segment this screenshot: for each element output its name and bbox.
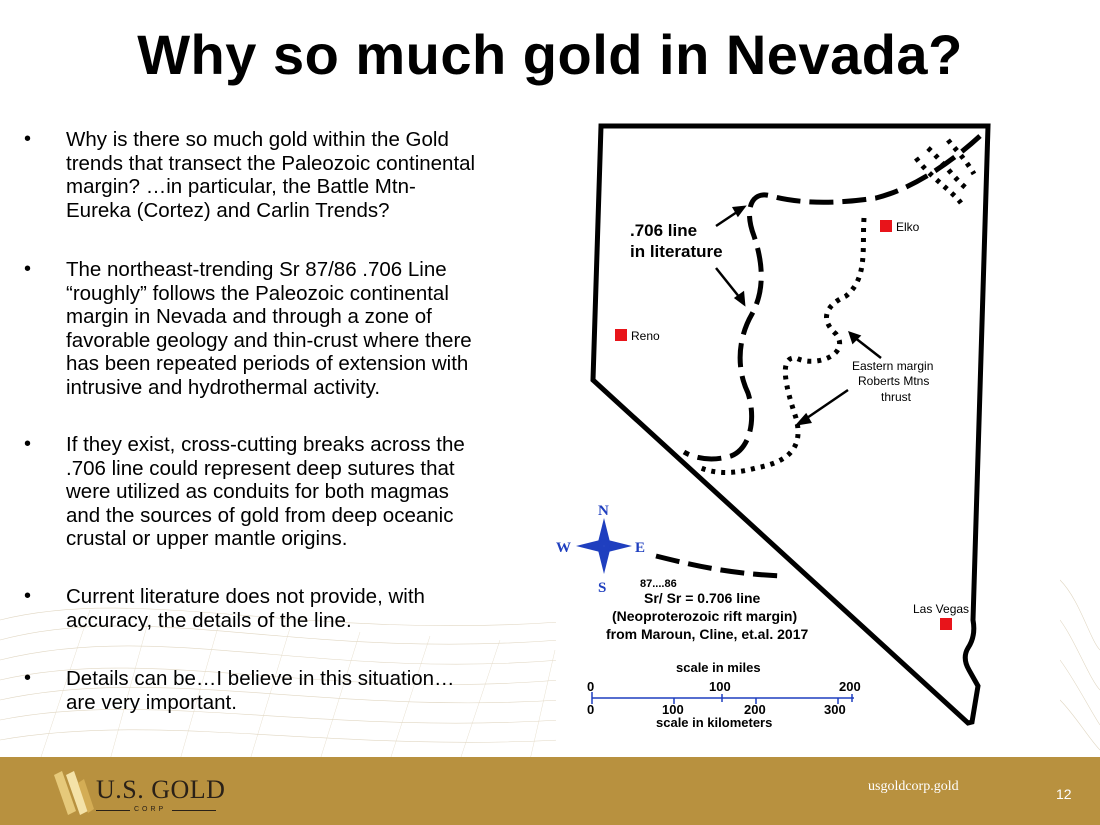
- legend-isotope-superscript: 87....86: [640, 578, 677, 590]
- bullet-line: margin in Nevada and through a zone of: [66, 305, 432, 328]
- bullet-glyph: •: [24, 585, 32, 607]
- city-marker-reno: [615, 329, 627, 341]
- bullet-line: intrusive and hydrothermal activity.: [66, 375, 381, 399]
- legend-line1: Sr/ Sr = 0.706 line: [644, 590, 761, 606]
- line-label-literature: in literature: [630, 242, 723, 261]
- company-corp: CORP: [134, 806, 167, 813]
- bullet-line: If they exist, cross-cutting breaks across the: [66, 433, 465, 456]
- bullet-line: .706 line could represent deep sutures that: [66, 456, 455, 480]
- scale-miles-tick-100: 100: [709, 679, 731, 694]
- bullet-glyph: •: [24, 433, 32, 455]
- bullet-glyph: •: [24, 667, 32, 689]
- compass-e: E: [635, 540, 646, 556]
- bullet-line: “roughly” follows the Paleozoic continental: [66, 281, 449, 305]
- thrust-label-line1: Eastern margin: [852, 359, 934, 373]
- thrust-label-line2: Roberts Mtns: [858, 374, 930, 388]
- legend-line2: (Neoproterozoic rift margin): [612, 608, 798, 624]
- bullet-line: accuracy, the details of the line.: [66, 608, 352, 632]
- company-logo: [52, 767, 232, 817]
- bullet-line: are very important.: [66, 690, 237, 714]
- slide-title: Why so much gold in Nevada?: [137, 23, 963, 86]
- line-label-706: .706 line: [630, 221, 698, 240]
- compass-s: S: [598, 580, 607, 596]
- bullet-line: trends that transect the Paleozoic continental: [66, 151, 476, 175]
- city-label-reno: Reno: [631, 329, 660, 343]
- compass-w: W: [556, 540, 571, 556]
- bullet-line: Why is there so much gold within the Gold: [66, 128, 449, 151]
- scale-miles-title: scale in miles: [676, 660, 761, 675]
- scale-km-tick-200: 200: [744, 702, 766, 717]
- city-label-las-vegas: Las Vegas: [913, 602, 970, 616]
- city-label-elko: Elko: [896, 220, 920, 234]
- scale-km-tick-100: 100: [662, 702, 684, 717]
- logo-rule-right: [172, 810, 216, 811]
- thrust-label-line3: thrust: [881, 390, 912, 404]
- legend-line3: from Maroun, Cline, et.al. 2017: [606, 626, 809, 642]
- bullet-line: has been repeated periods of extension with: [66, 352, 469, 375]
- bullet-glyph: •: [24, 258, 32, 280]
- footer-bar: [0, 757, 1100, 825]
- bullet-line: were utilized as conduits for both magmas: [66, 480, 449, 503]
- gold-bars-icon: [52, 769, 96, 817]
- bullet-line: Details can be…I believe in this situation…: [66, 667, 455, 690]
- bullet-line: Current literature does not provide, with: [66, 585, 425, 608]
- nevada-map: [556, 118, 1060, 750]
- bullet-glyph: •: [24, 128, 32, 150]
- scale-miles-tick-200: 200: [839, 679, 861, 694]
- scale-miles-tick-0: 0: [587, 679, 595, 694]
- bullet-line: crustal or upper mantle origins.: [66, 527, 348, 550]
- logo-rule-left: [96, 810, 130, 811]
- scale-km-tick-0: 0: [587, 702, 595, 717]
- bullet-line: favorable geology and thin-crust where there: [66, 328, 472, 352]
- city-marker-las-vegas: [940, 618, 952, 630]
- website-link[interactable]: usgoldcorp.gold: [868, 779, 959, 794]
- scale-km-tick-300: 300: [824, 702, 846, 717]
- page-number: 12: [1056, 786, 1072, 802]
- bullet-line: Eureka (Cortez) and Carlin Trends?: [66, 198, 390, 222]
- bullet-line: margin? …in particular, the Battle Mtn-: [66, 175, 416, 198]
- bullet-line: and the sources of gold from deep oceanic: [66, 503, 454, 527]
- compass-n: N: [598, 503, 609, 519]
- bullet-line: The northeast-trending Sr 87/86 .706 Line: [66, 258, 447, 281]
- scale-km-title: scale in kilometers: [656, 715, 773, 730]
- company-name: U.S. GOLD: [96, 775, 226, 804]
- city-marker-elko: [880, 220, 892, 232]
